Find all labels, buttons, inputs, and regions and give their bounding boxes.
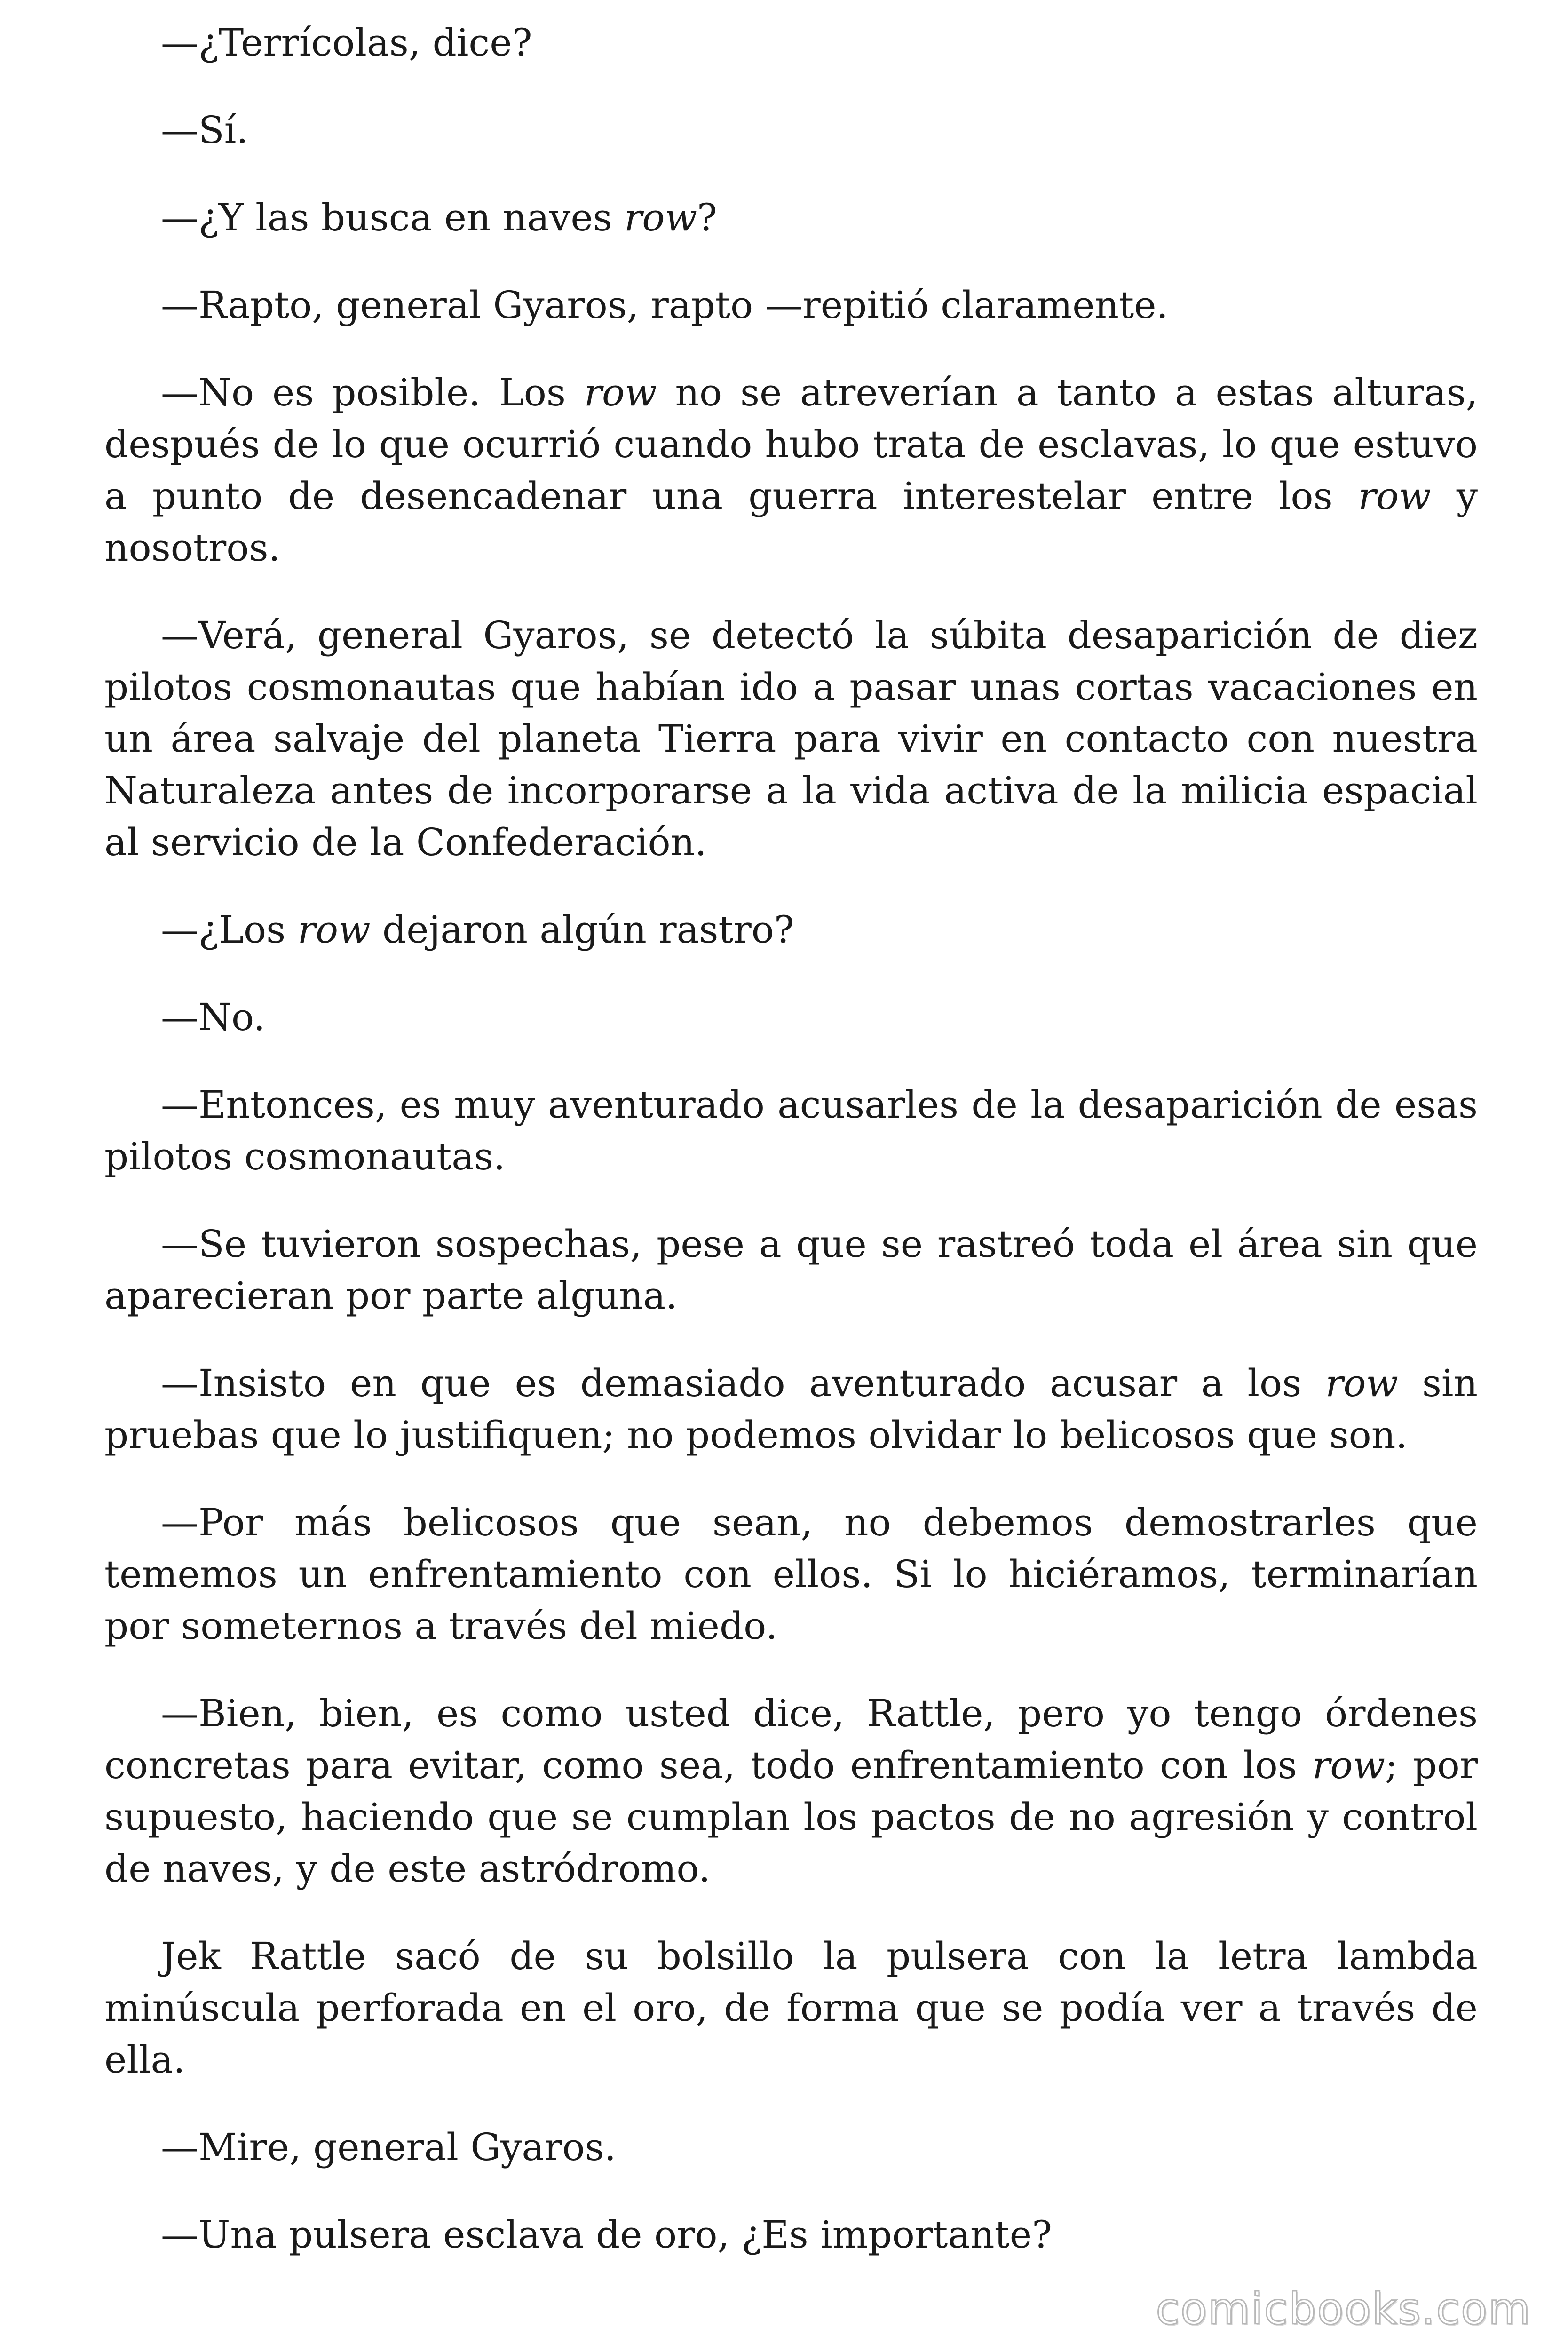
italic-term: row xyxy=(1358,474,1431,518)
paragraph: —¿Los row dejaron algún rastro? xyxy=(161,908,794,952)
italic-term: row xyxy=(297,908,371,952)
paragraph: —No es posible. Los row no se atreverían a tanto a estas alturas, después de lo que ocurrió cuando hubo trata de esclavas, lo que estuvo a punto de desencadenar una guerra interestelar entre los row y nosotros. xyxy=(104,371,1478,570)
paragraph: —Insisto en que es demasiado aventurado acusar a los row sin pruebas que lo justifiquen; no podemos olvidar lo belicosos que son. xyxy=(104,1361,1478,1457)
watermark: comicbooks.com xyxy=(1156,2284,1531,2334)
paragraph: —Sí. xyxy=(161,108,248,152)
paragraph: —Se tuvieron sospechas, pese a que se rastreó toda el área sin que aparecieran por parte alguna. xyxy=(104,1222,1478,1318)
page-text xyxy=(104,0,1478,2261)
paragraph: Jek Rattle sacó de su bolsillo la pulsera con la letra lambda minúscula perforada en el oro, de forma que se podía ver a través de ella. xyxy=(104,1934,1478,2082)
paragraph: —¿Y las busca en naves row? xyxy=(161,196,717,239)
paragraph: —No. xyxy=(161,995,266,1039)
paragraph: —Bien, bien, es como usted dice, Rattle, pero yo tengo órdenes concretas para evitar, como sea, todo enfrentamiento con los row; por supuesto, haciendo que se cumplan los pactos de no agresión y control de naves, y de este astródromo. xyxy=(104,1692,1478,1891)
paragraph: —Mire, general Gyaros. xyxy=(161,2125,617,2169)
italic-term: row xyxy=(1312,1743,1386,1787)
italic-term: row xyxy=(624,196,697,239)
italic-term: row xyxy=(584,371,657,414)
paragraph: —¿Terrícolas, dice? xyxy=(161,21,532,64)
paragraph: —Una pulsera esclava de oro, ¿Es importante? xyxy=(161,2213,1052,2257)
paragraph: —Por más belicosos que sean, no debemos demostrarles que tememos un enfrentamiento con ellos. Si lo hiciéramos, terminarían por someternos a través del miedo. xyxy=(104,1501,1478,1648)
paragraph: —Entonces, es muy aventurado acusarles de la desaparición de esas pilotos cosmonautas. xyxy=(104,1083,1478,1178)
paragraph: —Rapto, general Gyaros, rapto —repitió claramente. xyxy=(161,283,1168,327)
paragraph: —Verá, general Gyaros, se detectó la súbita desaparición de diez pilotos cosmonautas que habían ido a pasar unas cortas vacaciones en un área salvaje del planeta Tierra para vivir en contacto con nuestra Naturaleza antes de incorporarse a la vida activa de la milicia espacial al servicio de la Confederación. xyxy=(104,613,1478,864)
italic-term: row xyxy=(1325,1361,1398,1405)
